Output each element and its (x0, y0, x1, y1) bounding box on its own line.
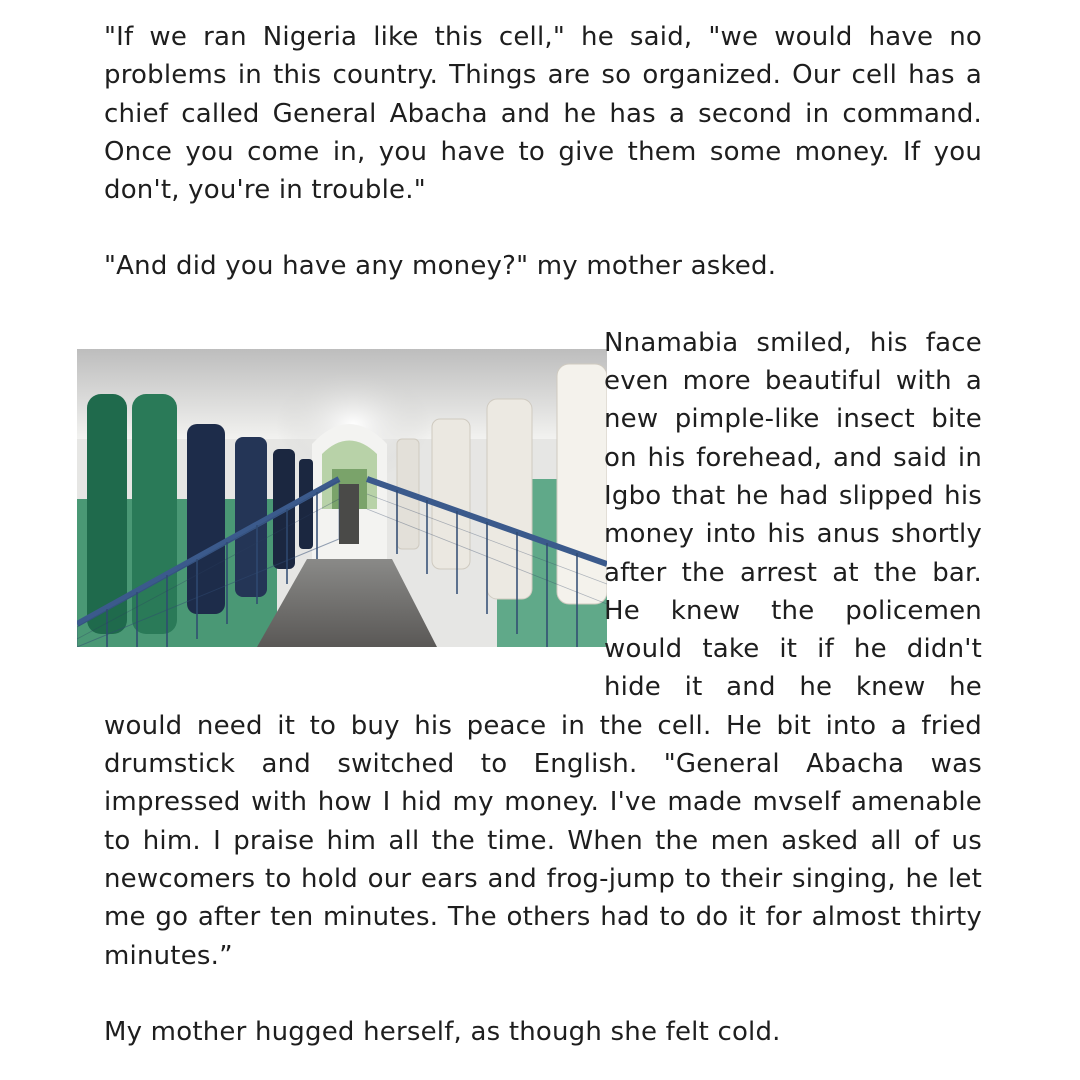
photo-wrapper (77, 349, 604, 693)
paragraph-4: My mother hugged herself, as though she felt cold. (104, 1016, 781, 1047)
paragraph-3: Nnamabia smiled, his face even more beautiful with a new pimple-like insect bite on his forehead, and said in Igbo that he had slipped his money into his anus shortly after the arrest at the bar. He knew the policemen would take it if he didn't hide it and he knew he would need it to buy his peace in the cell. He bit into a fried drumstick and switched to English. "General Abacha was impressed with how I hid my money. I've made mvself amenable to him. I praise him all the time. When the men asked all of us newcomers to hold our ears and frog-jump to their singing, he let me go after ten minutes. The others had to do it for almost thirty minutes.” (104, 327, 982, 971)
paragraph-1: "If we ran Nigeria like this cell," he said, "we would have no problems in this country. Things are so organized. Our cell has a chief called General Abacha and he has a second in command. Once you come in, you have to give them some money. If you don't, you're in trouble." (104, 22, 982, 206)
prison-corridor-photo (77, 349, 607, 647)
paragraph-2: "And did you have any money?" my mother asked. (104, 251, 777, 282)
text-column (104, 18, 982, 1051)
